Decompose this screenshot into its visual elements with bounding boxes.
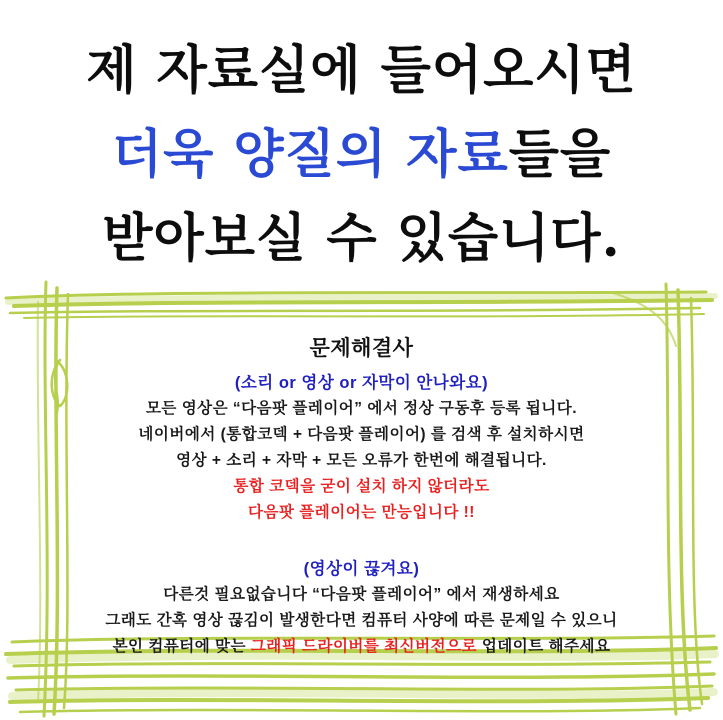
section-gap xyxy=(45,526,678,556)
notice-title: 문제해결사 xyxy=(309,337,414,360)
headline-line3: 받아보실 수 있습니다. xyxy=(102,208,621,269)
section1-line1: 모든 영상은 “다음팟 플레이어” 에서 정상 구동후 등록 됩니다. xyxy=(145,400,578,417)
headline-line2-black: 들을 xyxy=(508,124,612,185)
section2-line3 xyxy=(45,634,678,660)
headline-line2-blue: 더욱 양질의 자료 xyxy=(111,124,509,185)
section2-subtitle: (영상이 끊겨요) xyxy=(303,560,420,578)
section2-line3-prefix: 본인 컴퓨터에 맞는 xyxy=(112,638,251,655)
section2-line3-red: 그래픽 드라이버를 최신버전으로 xyxy=(250,638,478,655)
section1-highlight2: 다음팟 플레이어는 만능입니다 !! xyxy=(248,504,475,521)
section2-line1: 다른것 필요없습니다 “다음팟 플레이어” 에서 재생하세요 xyxy=(163,586,560,603)
section1-line3: 영상 + 소리 + 자막 + 모든 오류가 한번에 해결됩니다. xyxy=(176,452,547,469)
section2-line2: 그래도 간혹 영상 끊김이 발생한다면 컴퓨터 사양에 따른 문제일 수 있으니 xyxy=(105,612,618,629)
section1-line2: 네이버에서 (통합코덱 + 다음팟 플레이어) 를 검색 후 설치하시면 xyxy=(138,426,585,443)
notice-panel xyxy=(45,334,678,660)
headline-line2 xyxy=(0,112,723,187)
section2-line3-suffix: 업데이트 해주세요 xyxy=(477,638,611,655)
section1-highlight1: 통합 코덱을 굳이 설치 하지 않더라도 xyxy=(233,478,490,495)
section1-subtitle: (소리 or 영상 or 자막이 안나와요) xyxy=(234,374,489,392)
headline-line1: 제 자료실에 들어오시면 xyxy=(86,40,637,101)
